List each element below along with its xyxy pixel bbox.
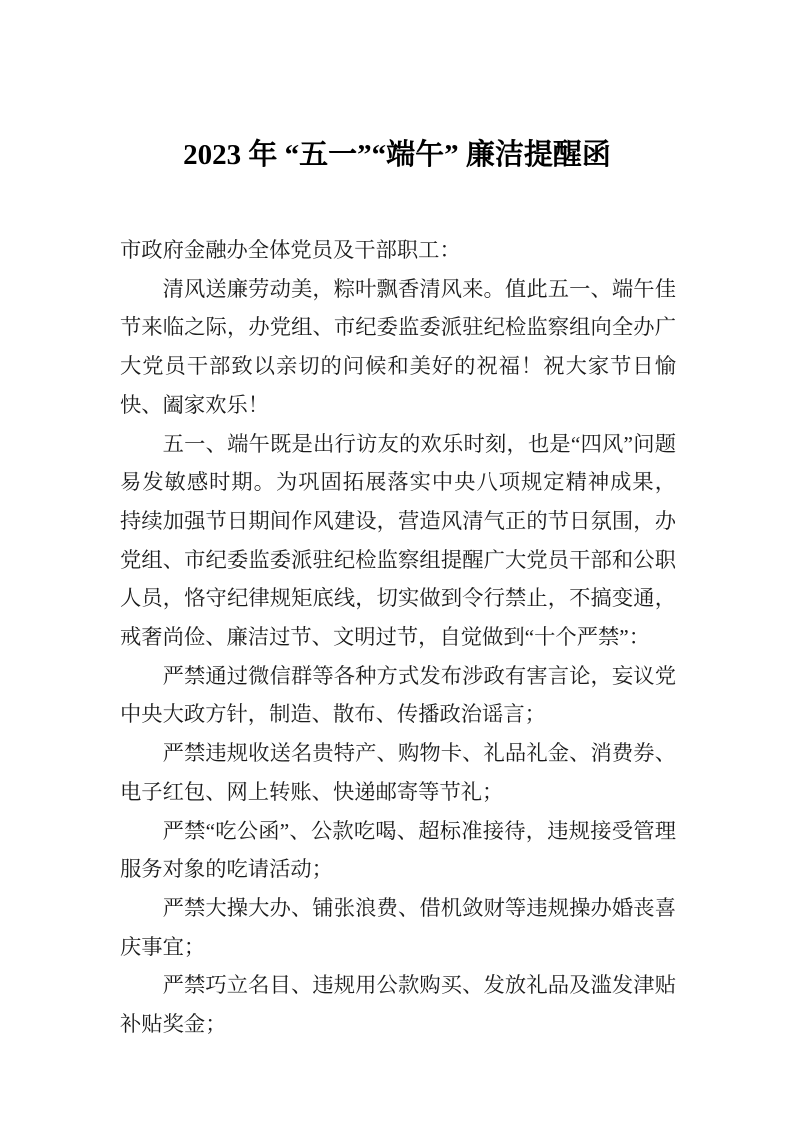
paragraph-prohibition-3: 严禁“吃公函”、公款吃喝、超标准接待，违规接受管理服务对象的吃请活动； <box>120 818 676 882</box>
paragraph-prohibition-4: 严禁大操大办、铺张浪费、借机敛财等违规操办婚丧喜庆事宜； <box>120 895 676 959</box>
paragraph-ten-prohibitions-intro: 五一、端午既是出行访友的欢乐时刻，也是“四风”问题易发敏感时期。为巩固拓展落实中央八项规定精神成果， 持续加强节日期间作风建设，营造风清气正的节日氛围，办党组、市纪委监委派驻纪检监察组提醒广大党员干部和公职人员，恪守纪律规矩底线，切实做到令行禁止，不搞变通， 戒奢尚俭、廉洁过节、文明过节，自觉做到“十个严禁”： <box>120 431 676 650</box>
paragraph-greeting: 清风送廉劳动美，粽叶飘香清风来。值此五一、端午佳节来临之际，办党组、市纪委监委派驻纪检监察组向全办广大党员干部致以亲切的问候和美好的祝福！祝大家节日愉快、阖家欢乐！ <box>120 276 676 417</box>
paragraph-prohibition-1: 严禁通过微信群等各种方式发布涉政有害言论，妄议党中央大政方针，制造、散布、传播政治谣言； <box>120 663 676 727</box>
paragraph-prohibition-2: 严禁违规收送名贵特产、购物卡、礼品礼金、消费券、电子红包、网上转账、快递邮寄等节礼； <box>120 741 676 804</box>
paragraph-prohibition-5: 严禁巧立名目、违规用公款购买、发放礼品及滥发津贴补贴奖金； <box>120 973 676 1037</box>
document-title: 2023 年 “五一”“端午” 廉洁提醒函 <box>183 139 611 171</box>
salutation: 市政府金融办全体党员及干部职工： <box>120 238 461 262</box>
document-body <box>120 231 676 1044</box>
